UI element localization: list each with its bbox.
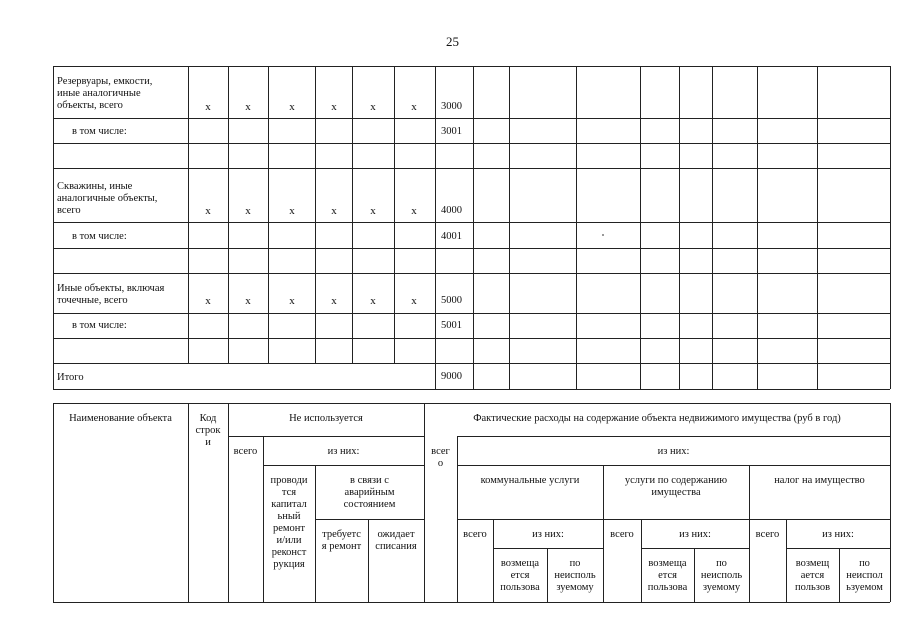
- col-not-used: Не используется: [289, 413, 363, 424]
- col-utilities: коммунальные услуги: [480, 475, 580, 486]
- row-name-3000: Резервуары, емкости, иные аналогичные объекты, всего: [57, 76, 153, 111]
- col-expenses-of-them: из них:: [657, 446, 690, 457]
- col-emergency: в связи с аварийным состоянием: [343, 475, 396, 510]
- col-maintenance-total: всего: [610, 529, 634, 540]
- mark-x: x: [289, 295, 295, 307]
- mark-x: x: [411, 205, 417, 217]
- row-code-5000: 5000: [441, 295, 462, 306]
- mark-x: x: [205, 101, 211, 113]
- mark-x: x: [205, 295, 211, 307]
- row-code-4001: 4001: [441, 231, 462, 242]
- col-maintenance-unused: по неисполь зуемому: [700, 558, 743, 593]
- row-code-3000: 3000: [441, 101, 462, 112]
- mark-x: x: [245, 101, 251, 113]
- mark-x: x: [370, 205, 376, 217]
- col-utilities-of-them: из них:: [532, 529, 564, 540]
- col-tax-of-them: из них:: [822, 529, 854, 540]
- mark-x: x: [245, 205, 251, 217]
- col-needs-repair: требуетс я ремонт: [321, 529, 362, 552]
- col-not-used-of-them: из них:: [327, 446, 360, 457]
- mark-x: x: [205, 205, 211, 217]
- mark-x: x: [331, 205, 337, 217]
- row-name-5000: Иные объекты, включая точечные, всего: [57, 283, 165, 306]
- col-tax-reimbursed: возмещ ается пользов: [794, 558, 831, 593]
- row-code-3001: 3001: [441, 126, 462, 137]
- mark-x: x: [411, 295, 417, 307]
- col-utilities-reimbursed: возмеща ется пользова: [500, 558, 540, 593]
- mark-x: x: [370, 295, 376, 307]
- row-code-5001: 5001: [441, 320, 462, 331]
- col-property-tax: налог на имущество: [774, 475, 865, 486]
- col-expenses-total: всег о: [431, 446, 450, 469]
- col-tax-unused: по неиспол ьзуемом: [846, 558, 883, 593]
- col-object-name: Наименование объекта: [69, 413, 172, 424]
- mark-x: x: [289, 205, 295, 217]
- col-utilities-total: всего: [463, 529, 487, 540]
- col-utilities-unused: по неисполь зуемому: [554, 558, 596, 593]
- row-name-4000: Скважины, иные аналогичные объекты, всего: [57, 181, 158, 216]
- col-capital-repair: проводи тся капитал ьный ремонт и/или реконст рукция: [270, 475, 308, 570]
- mark-x: x: [331, 295, 337, 307]
- mark-x: x: [370, 101, 376, 113]
- col-maintenance-of-them: из них:: [679, 529, 711, 540]
- col-maintenance-reimbursed: возмеща ется пользова: [647, 558, 688, 593]
- mark-x: x: [411, 101, 417, 113]
- mark-x: x: [245, 295, 251, 307]
- col-awaiting-writeoff: ожидает списания: [375, 529, 417, 552]
- col-row-code: Код строк и: [195, 413, 221, 448]
- row-name-5001: в том числе:: [72, 320, 127, 331]
- row-code-4000: 4000: [441, 205, 462, 216]
- col-tax-total: всего: [755, 529, 780, 540]
- mark-x: x: [331, 101, 337, 113]
- col-maintenance: услуги по содержанию имущества: [624, 475, 728, 498]
- col-not-used-total: всего: [233, 446, 258, 457]
- page-number: 25: [446, 34, 459, 49]
- row-code-9000: 9000: [441, 371, 462, 382]
- row-name-total: Итого: [57, 372, 84, 383]
- row-name-4001: в том числе:: [72, 231, 127, 242]
- col-actual-expenses: Фактические расходы на содержание объекта недвижимого имущества (руб в год): [473, 413, 841, 424]
- row-name-3001: в том числе:: [72, 126, 127, 137]
- mark-x: x: [289, 101, 295, 113]
